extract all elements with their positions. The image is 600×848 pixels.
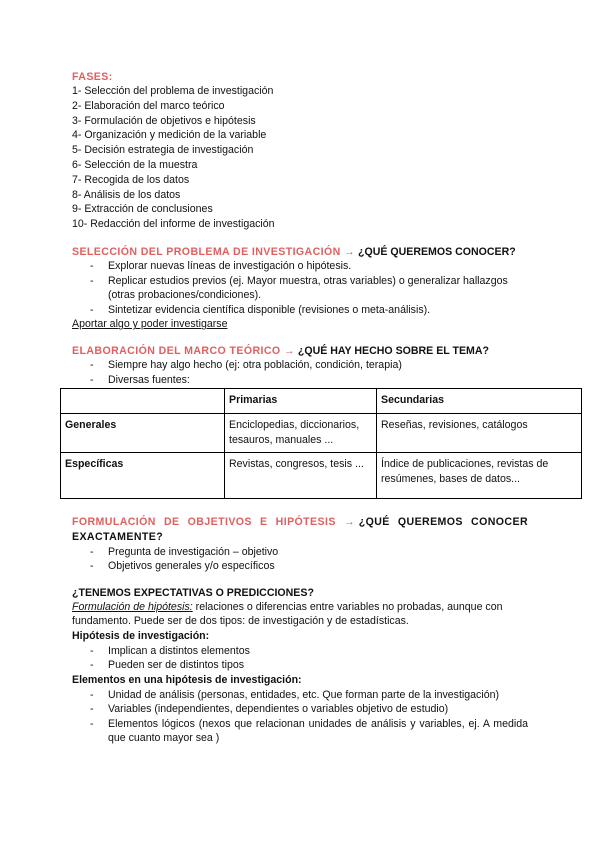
fase-item: 4- Organización y medición de la variable — [72, 129, 267, 142]
formulacion-list — [72, 545, 528, 574]
table-header-cell: Secundarias — [377, 389, 582, 414]
hipotesis-list — [72, 644, 528, 673]
fase-item: 2- Elaboración del marco teórico — [72, 99, 225, 112]
seleccion-title-question: ¿QUÉ QUEREMOS CONOCER? — [358, 245, 516, 258]
formulacion-heading — [72, 515, 528, 544]
table-row — [61, 414, 582, 453]
fuentes-table — [60, 388, 582, 499]
list-item: - Pregunta de investigación – objetivo — [72, 545, 528, 560]
table-cell: Enciclopedias, diccionarios, tesauros, manuales ... — [225, 414, 377, 453]
fase-item: 6- Selección de la muestra — [72, 158, 198, 171]
table-header-cell: Primarias — [225, 389, 377, 414]
seleccion-title-red: SELECCIÓN DEL PROBLEMA DE INVESTIGACIÓN → — [72, 245, 356, 258]
list-item: - Sintetizar evidencia científica disponible (revisiones o meta-análisis). — [72, 303, 528, 318]
fase-item: 8- Análisis de los datos — [72, 188, 181, 201]
marco-list — [72, 358, 528, 387]
fase-item: 10- Redacción del informe de investigación — [72, 218, 275, 231]
list-item: - Objetivos generales y/o específicos — [72, 559, 528, 574]
marco-heading — [72, 344, 528, 358]
formulacion-title-question: ¿QUÉ QUEREMOS CONOCER EXACTAMENTE? — [72, 516, 528, 543]
list-item: - Unidad de análisis (personas, entidades, etc. Que forman parte de la investigación) — [72, 688, 528, 703]
fase-item: 7- Recogida de los datos — [72, 173, 190, 186]
fases-title: FASES: — [72, 71, 113, 83]
table-row-label: Específicas — [61, 453, 225, 499]
fases-list — [72, 84, 528, 232]
list-item: - Pueden ser de distintos tipos — [72, 658, 528, 673]
list-item: - Diversas fuentes: — [72, 373, 528, 388]
list-item: - Variables (independientes, dependientes o variables objetivo de estudio) — [72, 702, 528, 717]
list-item: - Implican a distintos elementos — [72, 644, 528, 659]
seleccion-note: Aportar algo y poder investigarse — [72, 318, 228, 331]
list-item: - Elementos lógicos (nexos que relacionan unidades de análisis y variables, ej. A medida que cuanto mayor sea ) — [72, 717, 528, 746]
elementos-list — [72, 688, 528, 746]
marco-title-question: ¿QUÉ HAY HECHO SOBRE EL TEMA? — [297, 345, 489, 358]
list-item: - Replicar estudios previos (ej. Mayor muestra, otras variables) o generalizar hallazgos (otras probaciones/condiciones). — [72, 274, 528, 303]
hipotesis-investigacion-title: Hipótesis de investigación: — [72, 629, 210, 642]
table-header-row — [61, 389, 582, 414]
hipotesis-definition-text: relaciones o diferencias entre variables no probadas, aunque con fundamento. Puede ser de dos tipos: de investigación y de estadísticas. — [72, 600, 503, 628]
fase-item: 3- Formulación de objetivos e hipótesis — [72, 114, 256, 127]
marco-title-red: ELABORACIÓN DEL MARCO TEÓRICO → — [72, 345, 295, 358]
table-cell: Índice de publicaciones, revistas de resúmenes, bases de datos... — [377, 453, 582, 499]
table-row — [61, 453, 582, 499]
document-page — [65, 70, 549, 746]
fase-item: 1- Selección del problema de investigación — [72, 85, 274, 97]
list-item: - Explorar nuevas líneas de investigación o hipótesis. — [72, 259, 528, 274]
table-cell: Revistas, congresos, tesis ... — [225, 453, 377, 499]
formulacion-title-red: FORMULACIÓN DE OBJETIVOS E HIPÓTESIS → — [72, 516, 355, 529]
table-cell: Reseñas, revisiones, catálogos — [377, 414, 582, 453]
seleccion-list — [72, 259, 528, 317]
seleccion-heading — [72, 245, 528, 259]
hipotesis-definition-label: Formulación de hipótesis: — [72, 600, 193, 613]
hipotesis-definition — [72, 600, 528, 629]
elementos-title: Elementos en una hipótesis de investigación: — [72, 673, 302, 686]
table-header-cell — [61, 389, 225, 414]
expectativas-title: ¿TENEMOS EXPECTATIVAS O PREDICCIONES? — [72, 586, 314, 599]
fase-item: 5- Decisión estrategia de investigación — [72, 144, 254, 157]
list-item: - Siempre hay algo hecho (ej: otra población, condición, terapia) — [72, 358, 528, 373]
table-row-label: Generales — [61, 414, 225, 453]
fase-item: 9- Extracción de conclusiones — [72, 203, 213, 216]
